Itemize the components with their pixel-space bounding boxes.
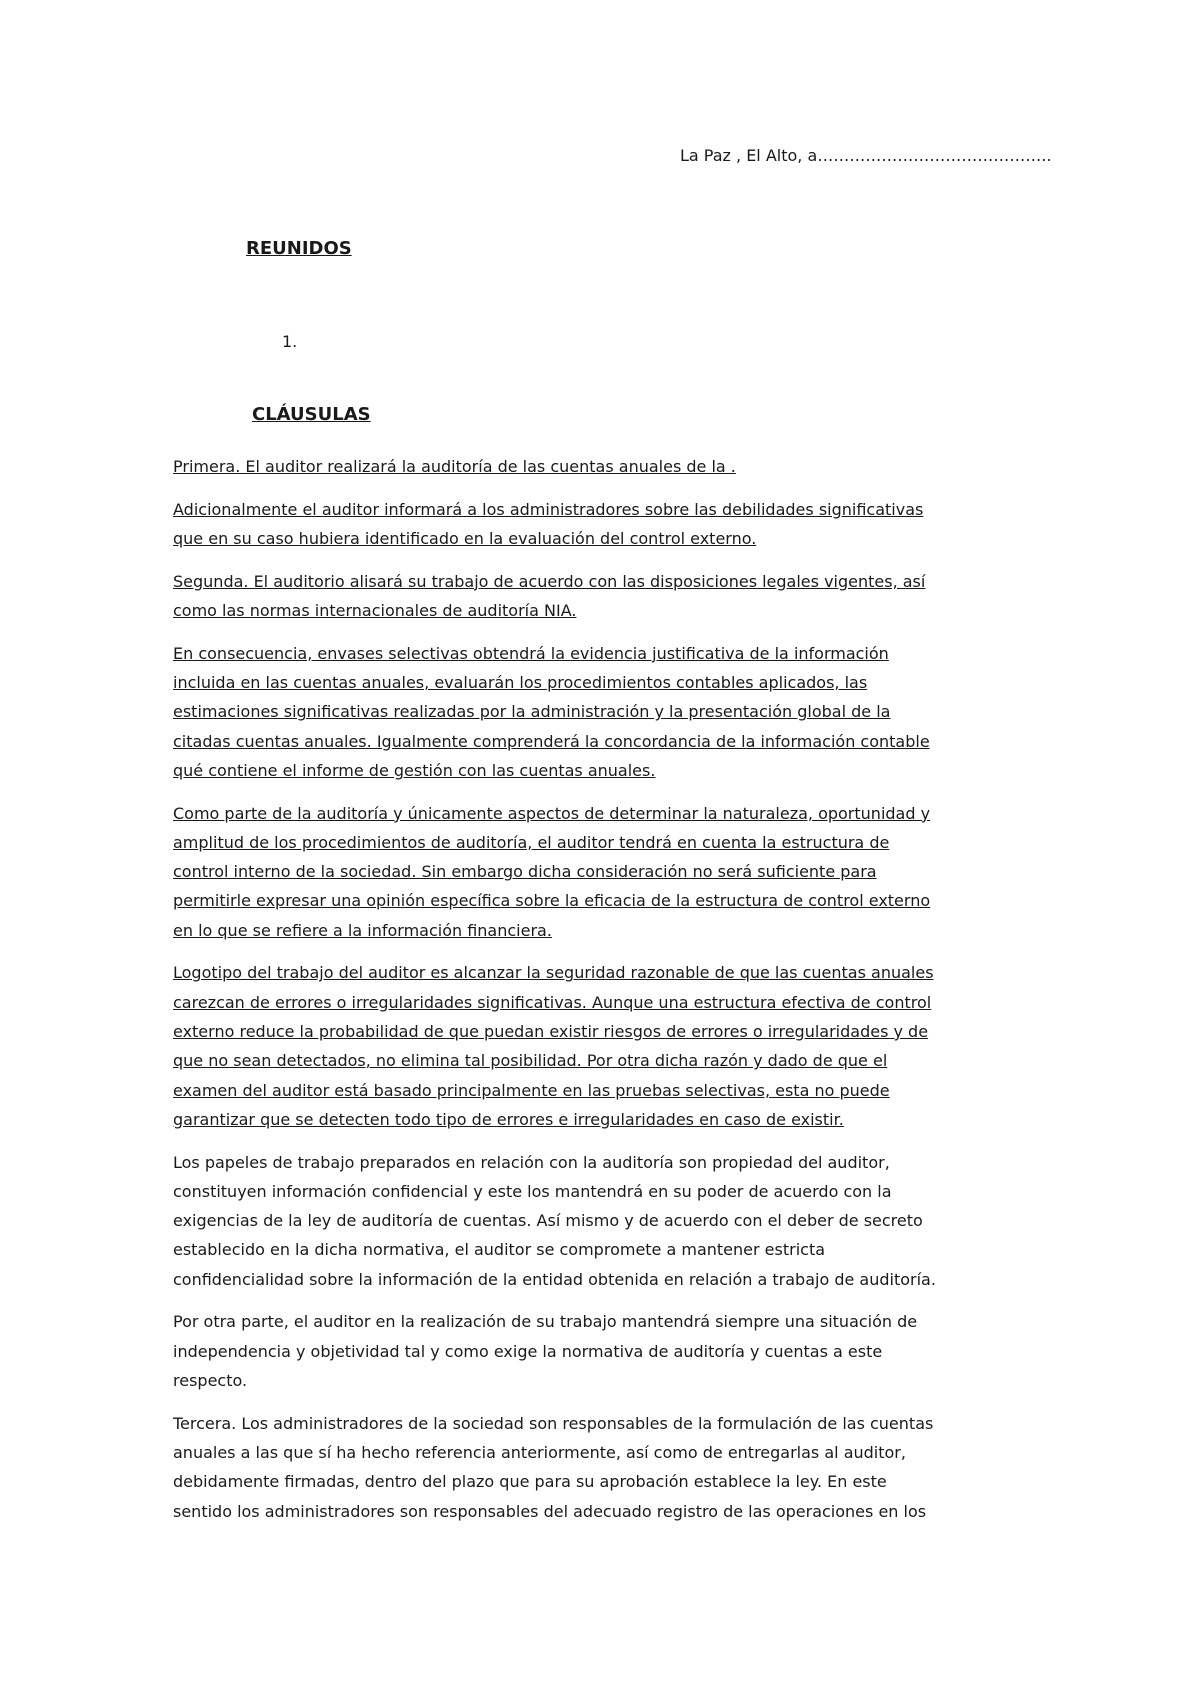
paragraph	[173, 1409, 1041, 1526]
text-line: Por otra parte, el auditor en la realización de su trabajo mantendrá siempre una situación de	[173, 1312, 918, 1332]
text-line: Adicionalmente el auditor informará a los administradores sobre las debilidades significativas	[173, 499, 924, 519]
heading-reunidos: REUNIDOS	[246, 238, 352, 259]
text-line: respecto.	[173, 1371, 248, 1391]
text-line: externo reduce la probabilidad de que puedan existir riesgos de errores o irregularidades y de	[173, 1022, 929, 1041]
text-line: exigencias de la ley de auditoría de cuentas. Así mismo y de acuerdo con el deber de secreto	[173, 1211, 923, 1231]
text-line: garantizar que se detecten todo tipo de errores e irregularidades en caso de existir.	[173, 1109, 844, 1129]
dateline: La Paz , El Alto, a……………………………………..	[680, 146, 1052, 165]
text-line: Como parte de la auditoría y únicamente aspectos de determinar la naturaleza, oportunidad y	[173, 803, 931, 823]
text-line: Los papeles de trabajo preparados en relación con la auditoría son propiedad del auditor,	[173, 1152, 890, 1172]
text-line: examen del auditor está basado principalmente en las pruebas selectivas, esta no puede	[173, 1080, 890, 1100]
text-line: control interno de la sociedad. Sin embargo dicha consideración no será suficiente para	[173, 862, 877, 882]
text-line: Segunda. El auditorio alisará su trabajo de acuerdo con las disposiciones legales vigentes, así	[173, 571, 926, 591]
paragraph	[173, 1148, 1041, 1294]
text-line: incluida en las cuentas anuales, evaluarán los procedimientos contables aplicados, las	[173, 672, 868, 692]
paragraph	[173, 567, 1041, 626]
paragraph	[173, 958, 1041, 1134]
paragraph	[173, 639, 1041, 785]
text-line: permitirle expresar una opinión específica sobre la eficacia de la estructura de control externo	[173, 891, 931, 911]
heading-clausulas: CLÁUSULAS	[252, 404, 371, 425]
paragraph	[173, 452, 1041, 481]
text-line: que no sean detectados, no elimina tal posibilidad. Por otra dicha razón y dado de que el	[173, 1051, 888, 1071]
text-line: En consecuencia, envases selectivas obtendrá la evidencia justificativa de la información	[173, 643, 889, 663]
text-line: confidencialidad sobre la información de la entidad obtenida en relación a trabajo de auditoría.	[173, 1269, 936, 1289]
text-line: carezcan de errores o irregularidades significativas. Aunque una estructura efectiva de control	[173, 992, 932, 1012]
text-line: establecido en la dicha normativa, el auditor se compromete a mantener estricta	[173, 1240, 826, 1260]
text-line: estimaciones significativas realizadas por la administración y la presentación global de la	[173, 702, 891, 722]
text-line: en lo que se refiere a la información financiera.	[173, 920, 552, 940]
text-line: anuales a las que sí ha hecho referencia anteriormente, así como de entregarlas al auditor,	[173, 1443, 906, 1463]
text-line: qué contiene el informe de gestión con las cuentas anuales.	[173, 760, 656, 780]
text-line: amplitud de los procedimientos de auditoría, el auditor tendrá en cuenta la estructura de	[173, 832, 890, 852]
text-line: debidamente firmadas, dentro del plazo que para su aprobación establece la ley. En este	[173, 1472, 887, 1492]
list-marker: 1.	[282, 332, 298, 351]
clauses-body	[173, 452, 1041, 1539]
text-line: independencia y objetividad tal y como exige la normativa de auditoría y cuentas a este	[173, 1341, 883, 1361]
paragraph	[173, 1307, 1041, 1395]
text-line: citadas cuentas anuales. Igualmente comprenderá la concordancia de la información contable	[173, 731, 930, 751]
text-line: Tercera. Los administradores de la sociedad son responsables de la formulación de las cuentas	[173, 1413, 934, 1433]
text-line: como las normas internacionales de auditoría NIA.	[173, 600, 577, 620]
text-line: que en su caso hubiera identificado en la evaluación del control externo.	[173, 528, 757, 548]
paragraph	[173, 495, 1041, 554]
text-line: constituyen información confidencial y este los mantendrá en su poder de acuerdo con la	[173, 1181, 892, 1201]
text-line: Primera. El auditor realizará la auditoría de las cuentas anuales de la .	[173, 457, 736, 476]
text-line: sentido los administradores son responsables del adecuado registro de las operaciones en los	[173, 1501, 927, 1521]
text-line: Logotipo del trabajo del auditor es alcanzar la seguridad razonable de que las cuentas anuales	[173, 963, 934, 983]
paragraph	[173, 799, 1041, 945]
